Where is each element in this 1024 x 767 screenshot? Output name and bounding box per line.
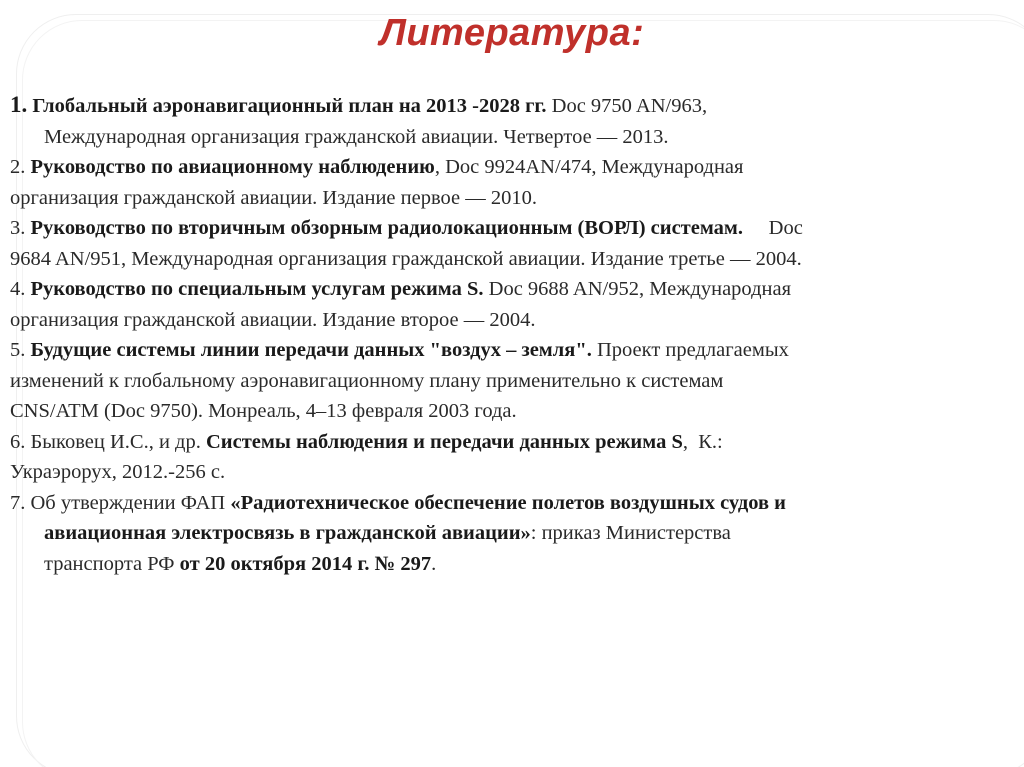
reference-title: Руководство по специальным услугам режима S.	[30, 278, 484, 300]
reference-item-6	[10, 427, 1005, 488]
reference-order-number: от 20 октября 2014 г. № 297	[179, 552, 432, 575]
reference-title: Руководство по вторичным обзорным радиолокационным (ВОРЛ) системам.	[30, 217, 744, 239]
reference-details: , Doc 9924AN/474, Международная	[434, 156, 744, 178]
reference-details-end: .	[431, 552, 437, 575]
reference-title-cont: авиационная электросвязь в гражданской авиации»	[44, 522, 531, 544]
reference-title: «Радиотехническое обеспечение полетов воздушных судов и	[230, 491, 786, 514]
reference-details: организация гражданской авиации. Издание второе — 2004.	[10, 308, 536, 331]
reference-details: 9684 AN/951, Международная организация гражданской авиации. Издание третье — 2004.	[10, 247, 802, 270]
reference-number: 1.	[10, 92, 28, 117]
reference-item-3	[10, 213, 1005, 274]
reference-prefix: Об утверждении ФАП	[25, 491, 231, 514]
reference-title: Системы наблюдения и передачи данных режима S	[205, 430, 683, 453]
reference-number: 2.	[10, 156, 26, 178]
reference-details: транспорта РФ	[44, 552, 180, 575]
references-list	[10, 90, 1005, 579]
reference-item-5	[10, 335, 1005, 427]
reference-title: Глобальный аэронавигационный план на 2013 -2028 гг.	[32, 95, 547, 117]
reference-item-7	[10, 488, 1005, 580]
reference-number: 5.	[10, 339, 26, 361]
page-title: Литература:	[379, 12, 645, 54]
reference-details: Украэрорух, 2012.-256 с.	[10, 461, 226, 483]
reference-number: 6.	[10, 430, 26, 453]
reference-details: : приказ Министерства	[530, 522, 731, 544]
reference-details: Doc	[743, 217, 803, 239]
reference-title: Руководство по авиационному наблюдению	[30, 156, 435, 178]
reference-details: Проект предлагаемых	[591, 339, 789, 361]
reference-title: Будущие системы линии передачи данных "воздух – земля".	[30, 339, 592, 361]
reference-details: , К.:	[682, 430, 723, 453]
reference-details: организация гражданской авиации. Издание первое — 2010.	[10, 186, 537, 209]
reference-details: Doc 9750 AN/963,	[546, 95, 708, 117]
reference-number: 7.	[10, 491, 26, 514]
reference-details: CNS/ATM (Doc 9750). Монреаль, 4–13 февраля 2003 года.	[10, 400, 517, 422]
reference-authors: Быковец И.С., и др.	[25, 430, 206, 453]
reference-number: 4.	[10, 278, 26, 300]
reference-item-1	[10, 90, 1005, 152]
reference-details: Doc 9688 AN/952, Международная	[483, 278, 792, 300]
reference-details: изменений к глобальному аэронавигационному плану применительно к системам	[10, 369, 724, 392]
reference-item-2	[10, 152, 1005, 213]
reference-item-4	[10, 274, 1005, 335]
reference-details: Международная организация гражданской авиации. Четвертое — 2013.	[44, 125, 669, 148]
reference-number: 3.	[10, 217, 26, 239]
